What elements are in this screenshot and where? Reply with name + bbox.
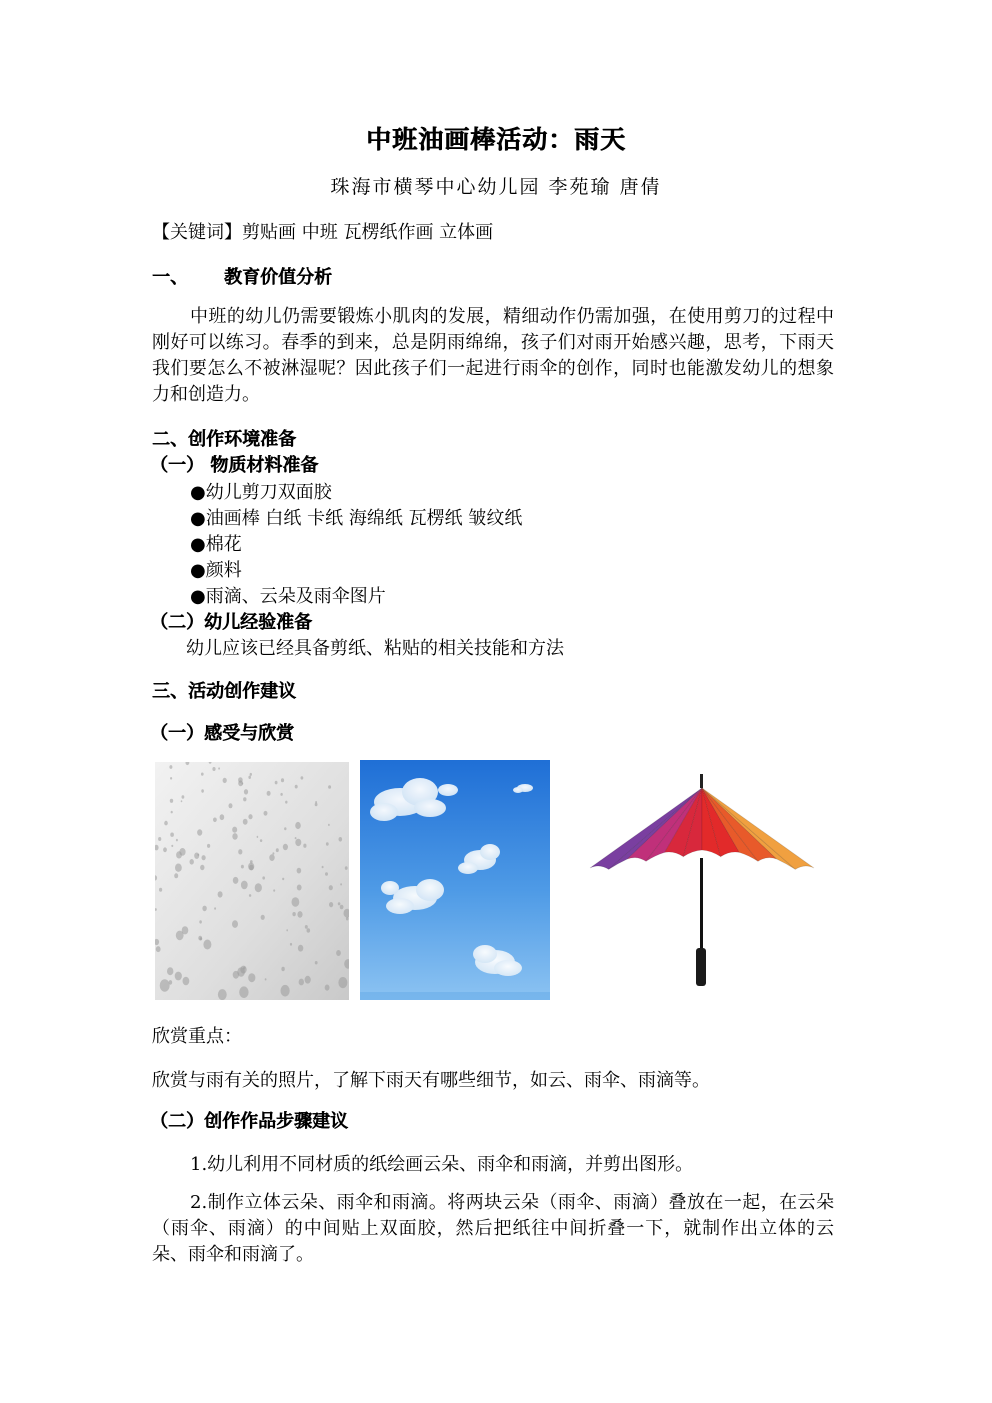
blue-sky-photo xyxy=(360,760,550,1000)
raindrop xyxy=(233,971,239,979)
raindrop xyxy=(171,845,173,847)
raindrop xyxy=(176,931,184,941)
raindrop xyxy=(248,776,251,779)
raindrop xyxy=(273,889,275,891)
raindrop xyxy=(232,827,237,833)
raindrop xyxy=(190,859,194,865)
raindrop xyxy=(233,877,239,884)
raindrop xyxy=(265,978,267,980)
section2-heading: 二、创作环境准备 xyxy=(152,429,296,450)
raindrop xyxy=(241,881,248,890)
section3-sub1: （一）感受与欣赏 xyxy=(150,723,294,744)
raindrop xyxy=(339,837,343,842)
raindrop xyxy=(325,872,328,876)
umbrella-photo xyxy=(582,768,822,992)
raindrop xyxy=(307,928,311,932)
raindrop xyxy=(283,844,288,850)
focus-text: 欣赏与雨有关的照片，了解下雨天有哪些细节，如云、雨伞、雨滴等。 xyxy=(152,1070,710,1091)
raindrop xyxy=(255,883,262,892)
raindrop xyxy=(156,946,161,952)
raindrop xyxy=(212,767,215,771)
section2-sub1: （一） 物质材料准备 xyxy=(150,455,319,476)
raindrop xyxy=(328,824,330,826)
raindrop xyxy=(322,866,324,869)
material-item: ●油画棒 白纸 卡纸 海绵纸 瓦楞纸 皱纹纸 xyxy=(190,508,523,529)
section1-heading-num: 一、 xyxy=(152,267,188,288)
raindrop xyxy=(260,839,262,842)
raindrop xyxy=(250,860,253,863)
raindrop xyxy=(338,977,347,988)
raindrop xyxy=(164,821,168,826)
page-title: 中班油画棒活动：雨天 xyxy=(365,125,626,154)
raindrop xyxy=(238,849,242,854)
raindrop xyxy=(201,773,204,776)
umbrella-icon xyxy=(582,768,822,992)
raindrop xyxy=(223,778,227,783)
raindrop xyxy=(267,791,271,796)
raindrop xyxy=(345,866,348,870)
raindrop xyxy=(159,888,162,892)
raindrop xyxy=(297,868,302,874)
raindrop xyxy=(243,797,246,801)
raindrop xyxy=(292,912,295,916)
raindrop xyxy=(183,977,190,986)
material-item: ●雨滴、云朵及雨伞图片 xyxy=(190,586,386,607)
raindrop xyxy=(163,847,167,852)
raindrop xyxy=(241,865,244,869)
raindrop xyxy=(160,979,170,991)
raindrop xyxy=(202,855,206,860)
keywords-line: 【关键词】剪贴画 中班 瓦楞纸作画 立体画 xyxy=(152,222,494,243)
raindrop xyxy=(197,854,199,856)
raindrop xyxy=(218,767,220,769)
raindrop xyxy=(262,876,265,879)
raindrop xyxy=(203,940,211,950)
raindrop xyxy=(239,986,248,998)
raindrop xyxy=(326,842,329,845)
raindrop xyxy=(325,985,330,991)
raindrop xyxy=(272,852,274,855)
raindrop xyxy=(303,844,306,848)
raindrop xyxy=(179,848,185,856)
raindrop xyxy=(280,793,282,796)
raindrop xyxy=(275,781,278,785)
raindrop xyxy=(340,883,342,885)
raindrop xyxy=(175,864,182,872)
raindrop xyxy=(340,905,344,910)
section1-heading-text: 教育价值分析 xyxy=(224,267,332,288)
raindrop xyxy=(329,902,333,907)
raindrop xyxy=(169,980,173,985)
raindrop xyxy=(176,839,178,842)
raindrop xyxy=(297,911,302,918)
raindrop xyxy=(329,885,333,890)
material-item: ●棉花 xyxy=(190,534,242,555)
raindrop xyxy=(298,945,303,952)
raindrop xyxy=(286,929,288,931)
focus-label: 欣赏重点： xyxy=(152,1026,242,1047)
raindrop xyxy=(182,795,185,798)
raindrop xyxy=(181,800,183,802)
raindrop xyxy=(249,894,251,897)
raindrop xyxy=(170,833,174,837)
raindrop xyxy=(295,822,301,829)
raindrop xyxy=(170,799,173,803)
material-item: ●幼儿剪刀双面胶 xyxy=(190,482,332,503)
section1-heading xyxy=(152,263,332,289)
raindrop xyxy=(214,907,216,910)
authors-line: 珠海市横琴中心幼儿园 李苑瑜 唐倩 xyxy=(330,176,662,198)
material-item: ●颜料 xyxy=(190,560,242,581)
raindrop xyxy=(197,829,202,835)
raindrop xyxy=(175,972,182,981)
raindrop xyxy=(295,785,298,789)
raindrop xyxy=(295,837,297,839)
raindrop xyxy=(281,985,290,997)
raindrop xyxy=(202,906,206,912)
raindrop xyxy=(220,814,225,820)
section2-sub2-text: 幼儿应该已经具备剪纸、粘贴的相关技能和方法 xyxy=(186,638,564,659)
step-2: 2.制作立体云朵、雨伞和雨滴。将两块云朵（雨伞、雨滴）叠放在一起，在云朵（雨伞、雨滴）的中间贴上双面胶，然后把纸往中间折叠一下，就制作出立体的云朵、雨伞和雨滴了。 xyxy=(152,1192,834,1265)
raindrop xyxy=(301,776,304,779)
raindrop xyxy=(199,920,202,923)
raindrop xyxy=(282,878,284,881)
raindrop xyxy=(232,833,237,840)
sky-icon xyxy=(360,760,550,1000)
raindrop xyxy=(297,885,302,891)
raindrop xyxy=(249,865,254,871)
raindrop xyxy=(248,973,255,982)
raindrop xyxy=(276,848,279,852)
raindrop xyxy=(171,811,173,814)
raindrop xyxy=(207,844,210,848)
raindrop xyxy=(169,765,172,769)
raindrop xyxy=(295,839,301,846)
raindrop xyxy=(218,891,223,897)
raindrop xyxy=(174,873,178,878)
raindrop xyxy=(257,836,259,838)
raindrop xyxy=(244,789,248,794)
raindrop xyxy=(238,777,243,783)
step-1: 1.幼儿利用不同材质的纸绘画云朵、雨伞和雨滴，并剪出图形。 xyxy=(190,1154,694,1175)
raindrop xyxy=(284,827,286,830)
raindrop xyxy=(346,917,349,920)
raindrop xyxy=(213,818,217,823)
section3-sub2: （二）创作作品步骤建议 xyxy=(150,1111,348,1132)
raindrop xyxy=(299,979,304,986)
section1-paragraph: 中班的幼儿仍需要锻炼小肌肉的发展，精细动作仍需加强，在使用剪刀的过程中刚好可以练习。春季的到来，总是阴雨绵绵，孩子们对雨开始感兴趣，思考，下雨天我们要怎么不被淋湿呢？因此孩子们一起进行雨伞的创作，同时也能激发幼儿的想象力和创造力。 xyxy=(152,306,834,405)
raindrop xyxy=(281,778,284,782)
raindrop xyxy=(264,811,268,816)
raindrop xyxy=(338,902,341,905)
raindrop xyxy=(305,925,308,929)
raindrop xyxy=(201,789,204,792)
section2-sub2: （二）幼儿经验准备 xyxy=(150,612,312,633)
raindrop xyxy=(248,814,252,819)
raindrop xyxy=(315,961,318,964)
raindrop xyxy=(229,803,233,808)
raindrop xyxy=(158,837,161,841)
raindrop xyxy=(281,967,284,971)
raindrops-icon xyxy=(155,762,349,1000)
raindrop xyxy=(328,785,331,789)
raindrop xyxy=(305,976,311,984)
raindrop xyxy=(218,989,227,1000)
raindrop xyxy=(261,915,265,920)
raindrop xyxy=(290,943,292,946)
raindrop xyxy=(167,967,173,975)
raindrop xyxy=(170,777,172,780)
raindrop xyxy=(315,803,318,807)
raindrop xyxy=(200,865,204,870)
raindrop xyxy=(243,819,248,825)
section3-heading: 三、活动创作建议 xyxy=(152,681,296,702)
raindrop xyxy=(198,936,202,941)
raindrop xyxy=(243,967,245,970)
raindrop xyxy=(336,950,341,956)
raindrop xyxy=(250,773,252,776)
raindrop xyxy=(292,897,300,907)
raindrop xyxy=(285,801,287,804)
raindrops-photo xyxy=(155,762,349,1000)
raindrop xyxy=(269,854,274,861)
raindrop xyxy=(232,920,238,928)
